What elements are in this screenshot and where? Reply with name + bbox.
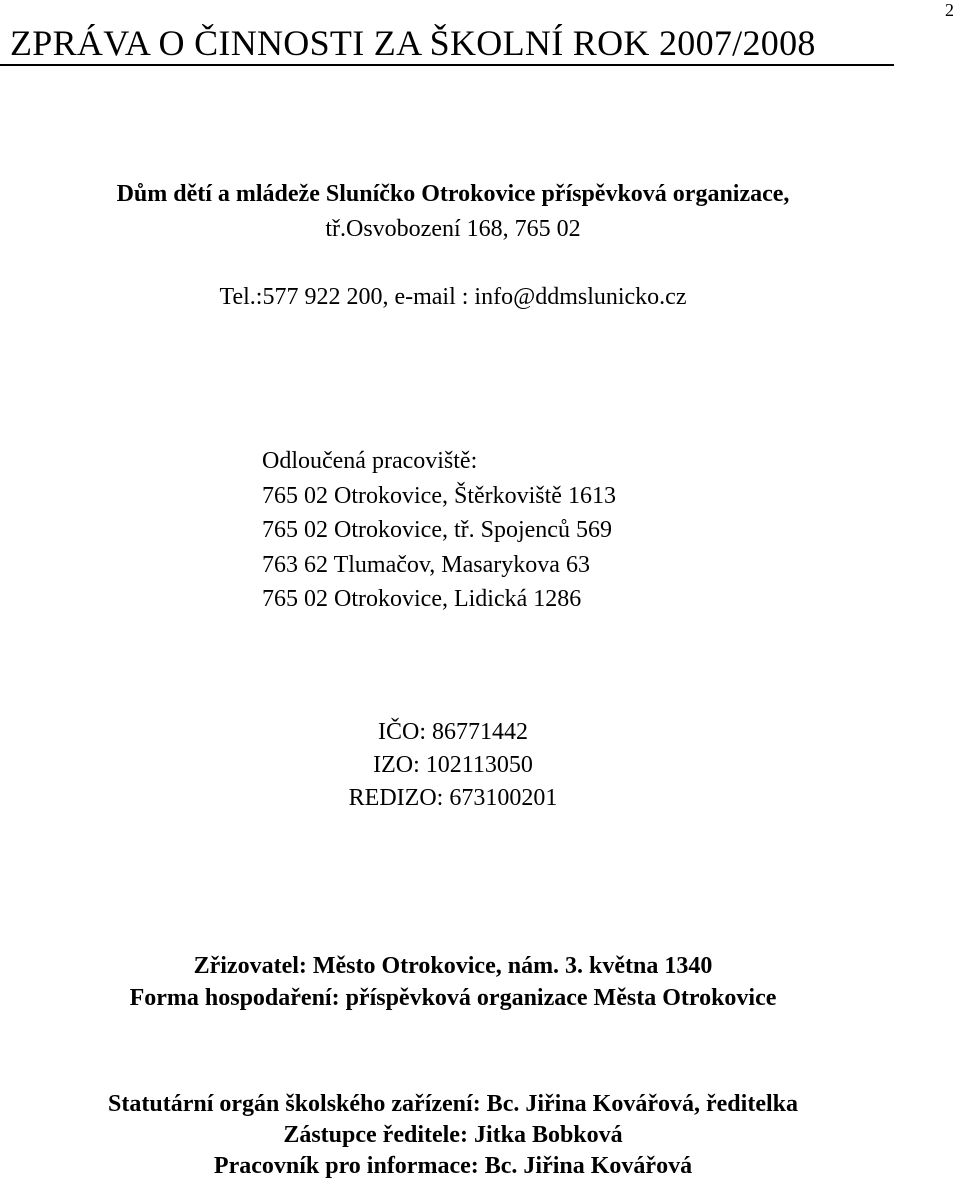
page-number: 2 [945, 0, 954, 20]
ico-number: IČO: 86771442 [378, 719, 528, 745]
redizo-number: REDIZO: 673100201 [348, 785, 558, 811]
branch-address: 765 02 Otrokovice, tř. Spojenců 569 [262, 517, 612, 543]
report-title: ZPRÁVA O ČINNOSTI ZA ŠKOLNÍ ROK 2007/2008 [10, 23, 816, 63]
organization-contact: Tel.:577 922 200, e-mail : info@ddmslunicko.cz [219, 284, 687, 310]
identifier-list [0, 716, 906, 815]
founder-line: Zřizovatel: Město Otrokovice, nám. 3. května 1340 [193, 953, 713, 979]
branch-address: 763 62 Tlumačov, Masarykova 63 [262, 551, 590, 578]
branch-address: 765 02 Otrokovice, Štěrkoviště 1613 [262, 482, 616, 509]
management-form-line: Forma hospodaření: příspěvková organizace Města Otrokovice [129, 985, 777, 1011]
branch-address: 765 02 Otrokovice, Lidická 1286 [262, 586, 582, 612]
organization-name: Dům dětí a mládeže Sluníčko Otrokovice příspěvková organizace, [116, 181, 790, 207]
organization-street: tř.Osvobození 168, 765 02 [325, 216, 581, 242]
title-underline [0, 64, 894, 66]
contact-persons [0, 1089, 906, 1182]
deputy-line: Zástupce ředitele: Jitka Bobková [283, 1122, 623, 1148]
branch-list [262, 444, 616, 617]
info-person-line: Pracovník pro informace: Bc. Jiřina Kovářová [213, 1153, 693, 1179]
izo-number: IZO: 102113050 [373, 752, 533, 778]
statutory-body-line: Statutární orgán školského zařízení: Bc. Jiřina Kovářová, ředitelka [108, 1091, 798, 1117]
branch-heading: Odloučená pracoviště: [262, 448, 478, 474]
